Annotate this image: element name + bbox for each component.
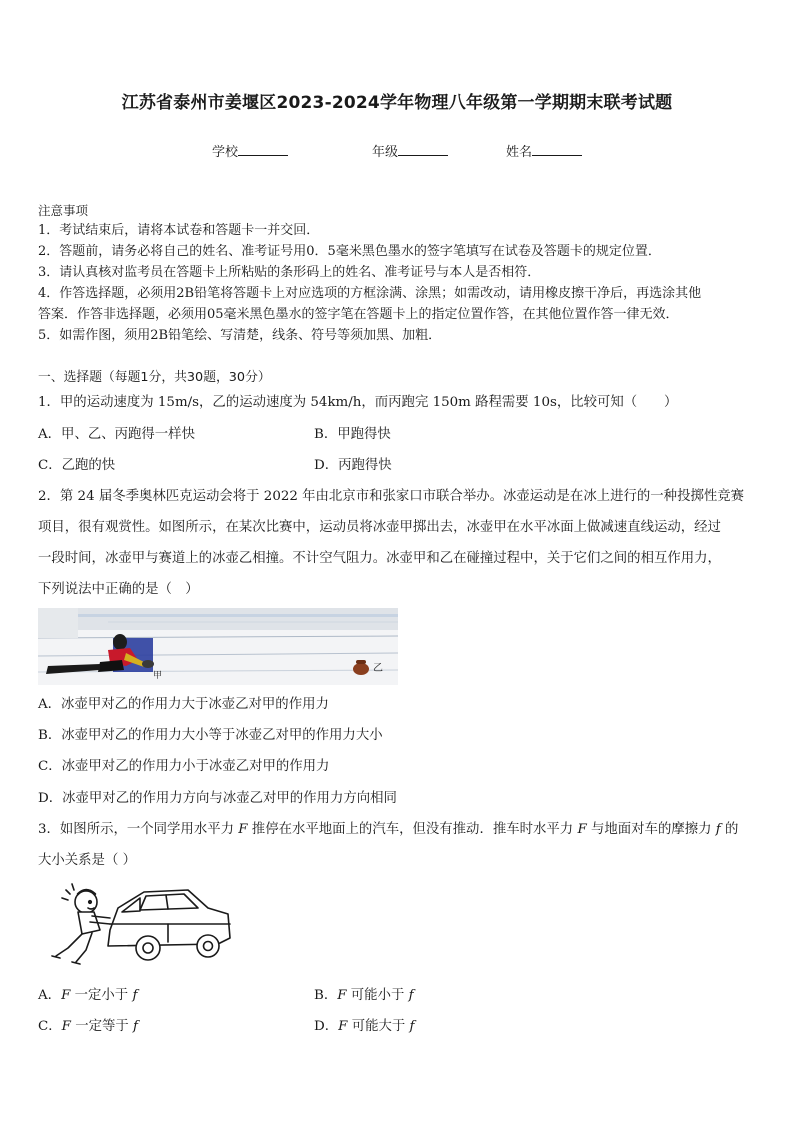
notice-item-2: 2．答题前，请务必将自己的姓名、准考证号用0．5毫米黑色墨水的签字笔填写在试卷及答题卡的规定位置． — [38, 244, 661, 259]
q1-option-d[interactable]: D．丙跑得快 — [314, 458, 392, 473]
q2-line-1: 2．第 24 届冬季奥林匹克运动会将于 2022 年由北京市和张家口市联合举办。冰壶运动是在冰上进行的一种投掷性竞赛 — [38, 489, 745, 504]
q3-option-d[interactable] — [314, 1018, 414, 1036]
notice-item-1: 1．考试结束后，请将本试卷和答题卡一并交回． — [38, 223, 320, 238]
car-push-figure — [48, 878, 238, 970]
notice-item-4: 4．作答选择题，必须用2B铅笔将答题卡上对应选项的方框涂满、涂黑；如需改动，请用橡皮擦干净后，再选涂其他 — [38, 286, 702, 301]
q3-a-pre: A． — [38, 988, 62, 1003]
notice-item-3: 3．请认真核对监考员在答题卡上所粘贴的条形码上的姓名、准考证号与本人是否相符． — [38, 265, 541, 280]
q3-d-mid: 可能大于 — [347, 1019, 410, 1034]
name-blank[interactable] — [532, 143, 582, 156]
q3-line-1-c: 与地面对车的摩擦力 — [586, 822, 716, 837]
notice-item-5: 5．如需作图，须用2B铅笔绘、写清楚，线条、符号等须加黑、加粗． — [38, 328, 442, 343]
q1-stem: 1．甲的运动速度为 15m/s，乙的运动速度为 54km/h，而丙跑完 150m 路程需要 10s，比较可知（ ） — [38, 395, 678, 410]
q3-b-mid: 可能小于 — [346, 988, 409, 1003]
q2-option-c[interactable]: C．冰壶甲对乙的作用力小于冰壶乙对甲的作用力 — [38, 759, 330, 774]
q1-option-b[interactable]: B．甲跑得快 — [314, 427, 391, 442]
notice-item-4-cont: 答案．作答非选择题，必须用05毫米黑色墨水的签字笔在答题卡上的指定位置作答，在其他位置作答一律无效． — [38, 307, 679, 322]
q2-line-2: 项目，很有观赏性。如图所示，在某次比赛中，运动员将冰壶甲掷出去，冰壶甲在水平冰面上做减速直线运动，经过 — [38, 520, 721, 535]
q2-option-b[interactable]: B．冰壶甲对乙的作用力大小等于冰壶乙对甲的作用力大小 — [38, 728, 383, 743]
school-field — [212, 141, 288, 160]
school-label: 学校 — [212, 145, 239, 160]
q3-c-F: F — [61, 1019, 71, 1034]
label-yi: 乙 — [373, 663, 383, 674]
q3-b-pre: B． — [314, 988, 338, 1003]
q3-d-F: F — [338, 1019, 348, 1034]
q3-var-f: f — [715, 822, 721, 837]
q3-option-a[interactable] — [38, 987, 137, 1005]
q3-option-c[interactable] — [38, 1018, 138, 1036]
label-jia: 甲 — [153, 671, 163, 681]
q1-option-c[interactable]: C．乙跑的快 — [38, 458, 116, 473]
q3-c-f: f — [133, 1019, 138, 1034]
grade-field — [372, 141, 448, 160]
q3-line-1-d: 的 — [720, 822, 739, 837]
q2-option-d[interactable]: D．冰壶甲对乙的作用力方向与冰壶乙对甲的作用力方向相同 — [38, 791, 397, 806]
q3-var-F2: F — [577, 822, 587, 837]
curling-figure — [38, 608, 398, 685]
q2-line-4: 下列说法中正确的是（ ） — [38, 582, 199, 597]
q3-line-1 — [38, 821, 738, 839]
q3-option-b[interactable] — [314, 987, 414, 1005]
q2-option-a[interactable]: A．冰壶甲对乙的作用力大于冰壶乙对甲的作用力 — [38, 697, 329, 712]
q3-a-F: F — [61, 988, 71, 1003]
q1-option-a[interactable]: A．甲、乙、丙跑得一样快 — [38, 427, 195, 442]
notice-heading: 注意事项 — [38, 203, 89, 218]
q3-c-pre: C． — [38, 1019, 62, 1034]
q3-d-pre: D． — [314, 1019, 339, 1034]
school-blank[interactable] — [238, 143, 288, 156]
grade-label: 年级 — [372, 145, 399, 160]
q3-var-F: F — [238, 822, 248, 837]
q3-a-f: f — [132, 988, 138, 1003]
q3-a-mid: 一定小于 — [70, 988, 133, 1003]
name-field — [506, 141, 582, 160]
grade-blank[interactable] — [398, 143, 448, 156]
q3-d-f: f — [409, 1019, 415, 1034]
q2-line-3: 一段时间，冰壶甲与赛道上的冰壶乙相撞。不计空气阻力。冰壶甲和乙在碰撞过程中，关于它们之间的相互作用力， — [38, 551, 721, 566]
q3-b-f: f — [408, 988, 414, 1003]
q3-b-F: F — [337, 988, 347, 1003]
q3-line-1-a: 3．如图所示，一个同学用水平力 — [38, 822, 239, 837]
q3-line-1-b: 推停在水平地面上的汽车，但没有推动．推车时水平力 — [247, 822, 578, 837]
exam-title: 江苏省泰州市姜堰区2023-2024学年物理八年级第一学期期末联考试题 — [121, 93, 673, 113]
q3-line-2: 大小关系是（ ） — [38, 853, 136, 868]
q3-c-mid: 一定等于 — [70, 1019, 134, 1034]
section-heading: 一、选择题（每题1分，共30题，30分） — [38, 370, 271, 385]
name-label: 姓名 — [506, 145, 533, 160]
